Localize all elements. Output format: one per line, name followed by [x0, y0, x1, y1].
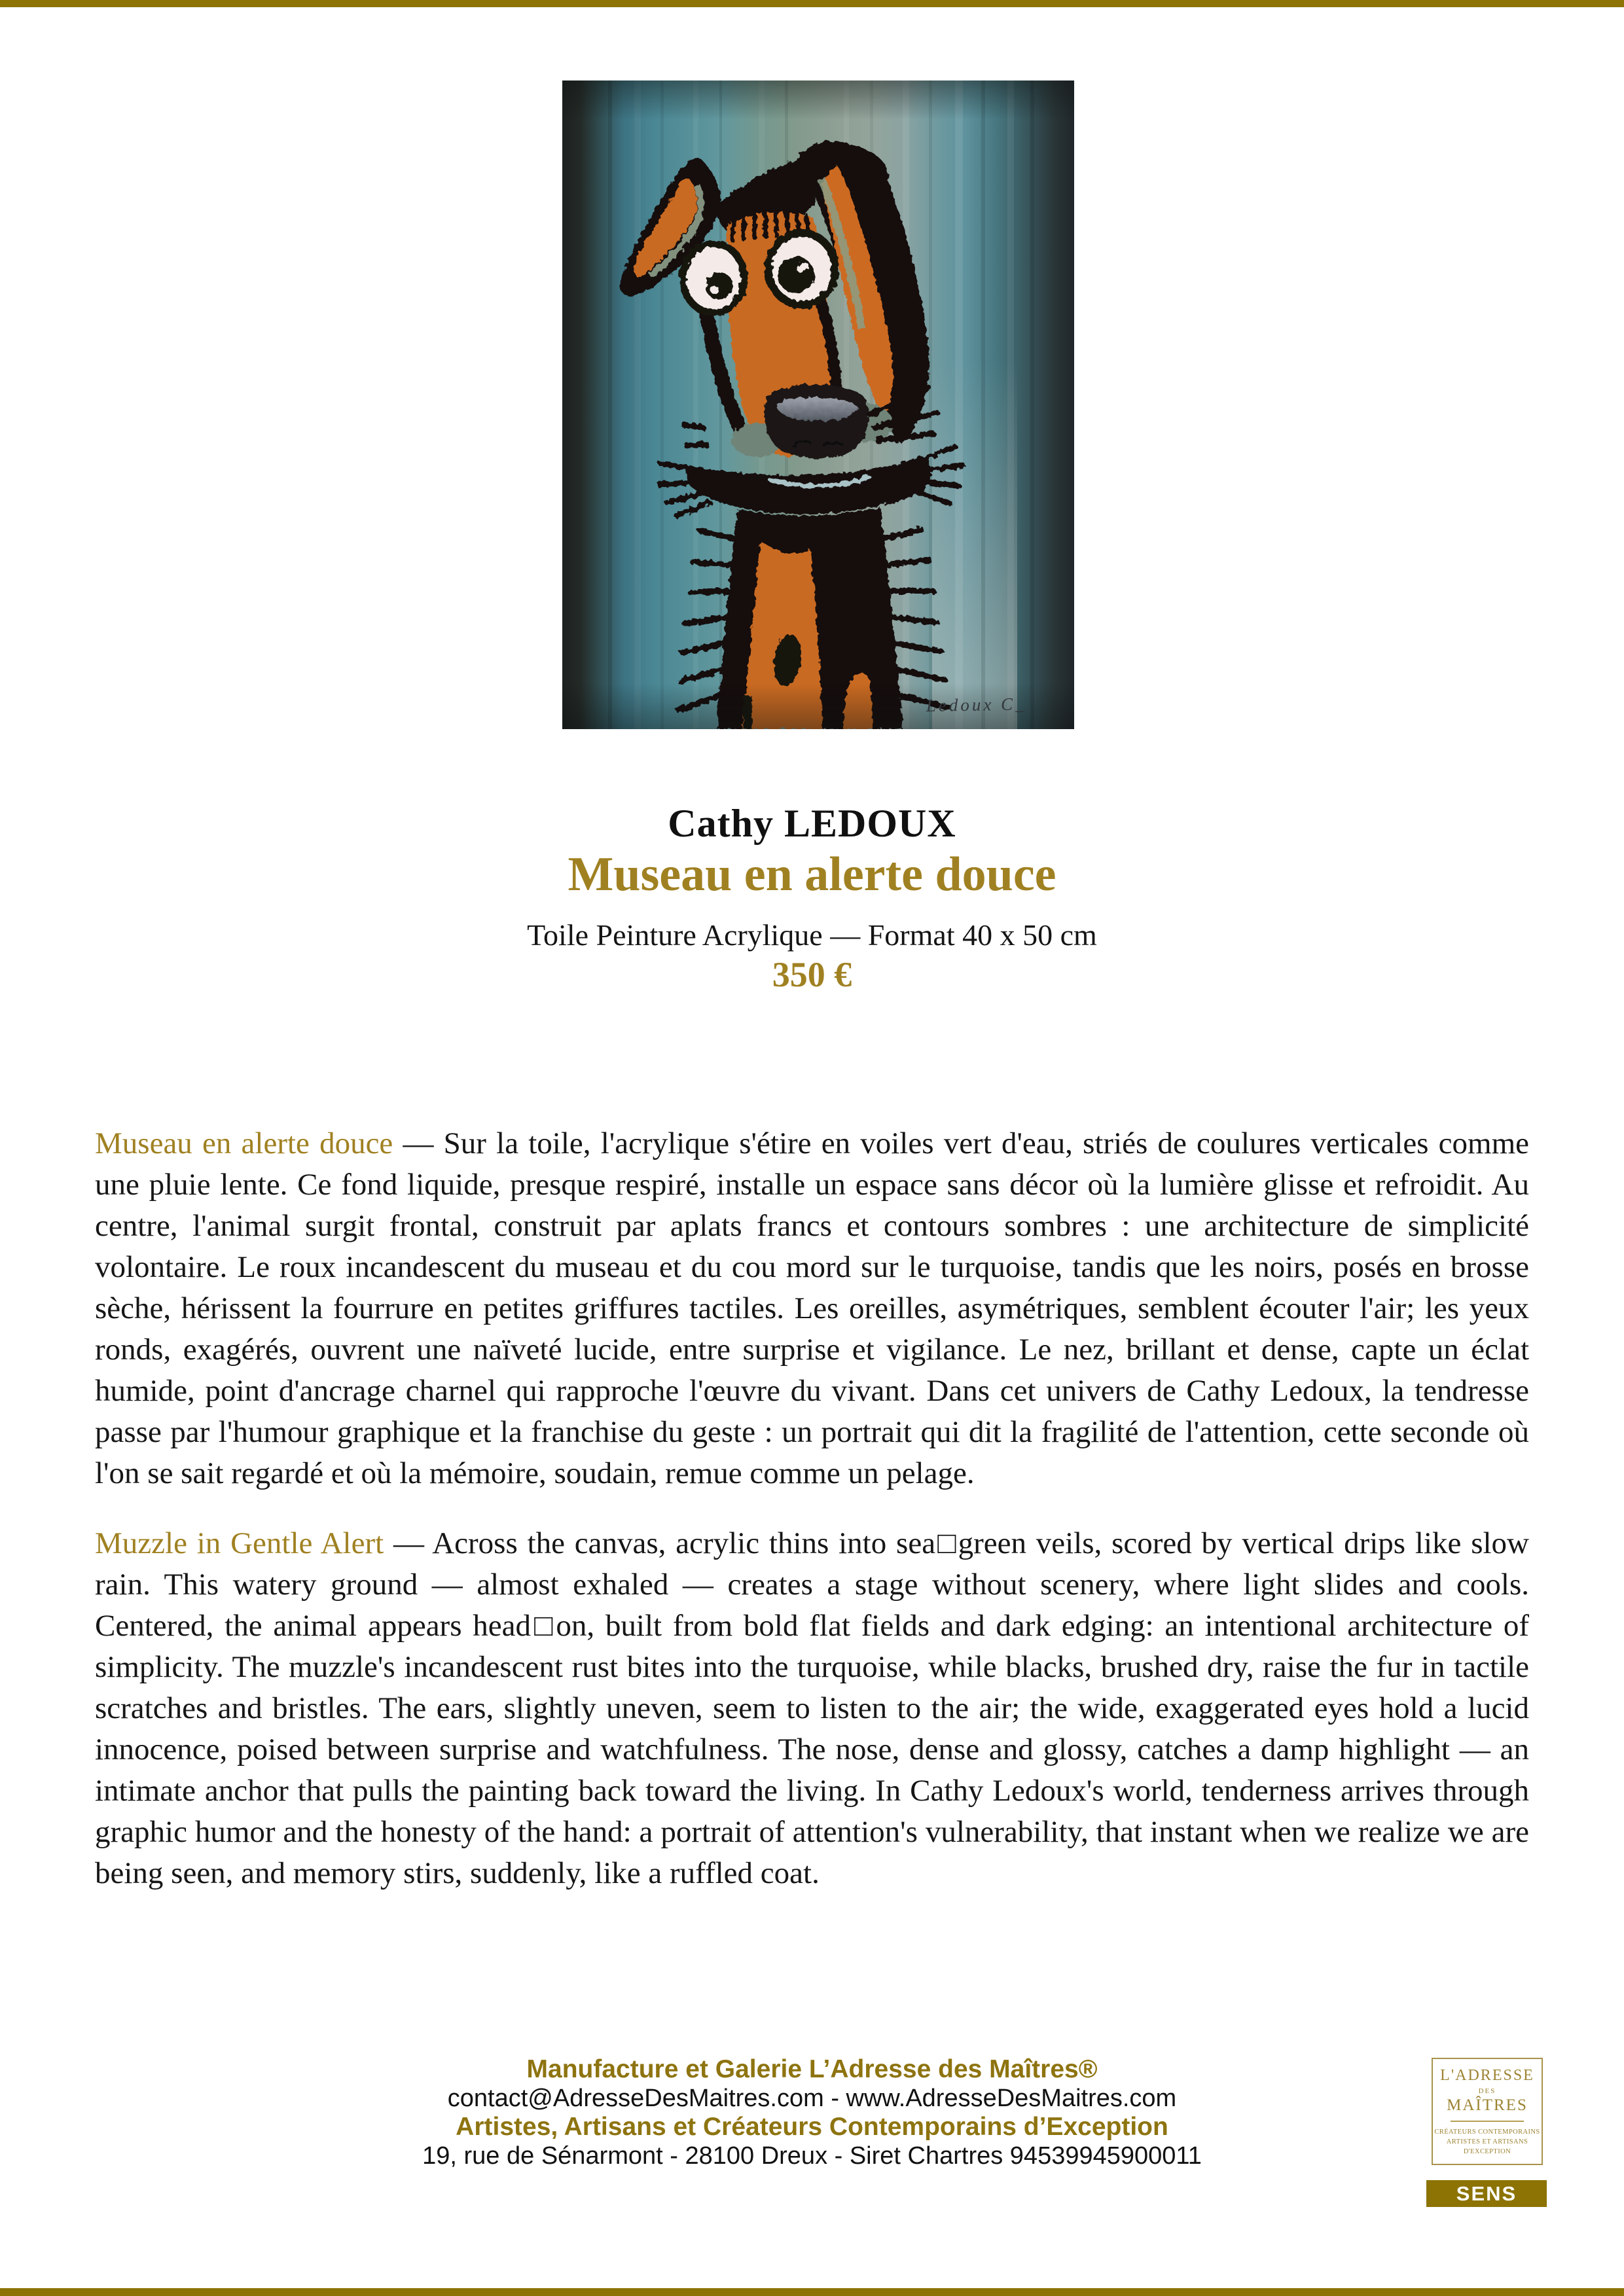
footer-address-siret: 19, rue de Sénarmont - 28100 Dreux - Siret Chartres 94539945900011 [422, 2142, 1202, 2170]
artwork-image [562, 81, 1074, 729]
description-paragraph-en [95, 1523, 1529, 1894]
footer-contact: contact@AdresseDesMaitres.com - www.AdresseDesMaitres.com [447, 2085, 1177, 2112]
logo-name-mid: DES [1478, 2087, 1496, 2095]
logo-tagline-3: D'EXCEPTION [1463, 2148, 1511, 2155]
paragraph-body-fr: — Sur la toile, l'acrylique s'étire en voiles vert d'eau, striés de coulures verticales comme une pluie lente. Ce fond liquide, presque respiré, installe un espace sans décor où la lumière glisse et refroidit. Au centre, l'animal surgit frontal, construit par aplats francs et contours sombres : une architecture de simplicité volontaire. Le roux incandescent du museau et du cou mord sur le turquoise, tandis que les noirs, posés en brosse sèche, hérissent la fourrure en petites griffures tactiles. Les oreilles, asymétriques, semblent écouter l'air; les yeux ronds, exagérés, ouvrent une naïveté lucide, entre surprise et vigilance. Le nez, brillant et dense, capte un éclat humide, point d'ancrage charnel qui rapproche l'œuvre du vivant. Dans cet univers de Cathy Ledoux, la tendresse passe par l'humour graphique et la franchise du geste : un portrait qui dit la fragilité de l'attention, cette seconde où l'on se sait regardé et où la mémoire, soudain, remue comme un pelage. [95, 1126, 1529, 1490]
description-paragraph-fr [95, 1123, 1529, 1494]
paragraph-body-en: — Across the canvas, acrylic thins into sea□green veils, scored by vertical drips like slow rain. This watery ground — almost exhaled — creates a stage without scenery, where light slides and cools. Centered, the animal appears head□on, built from bold flat fields and dark edging: an intentional architecture of simplicity. The muzzle's incandescent rust bites into the turquoise, while blacks, brushed dry, raise the fur in tactile scratches and bristles. The ears, slightly uneven, seem to listen to the air; the wide, exaggerated eyes hold a lucid innocence, poised between surprise and watchfulness. The nose, dense and glossy, catches a damp highlight — an intimate anchor that pulls the painting back toward the living. In Cathy Ledoux's world, tenderness arrives through graphic humor and the honesty of the hand: a portrait of attention's vulnerability, that instant when we realize we are being seen, and memory stirs, suddenly, like a ruffled coat. [95, 1526, 1529, 1890]
painting-vignette [562, 81, 1074, 729]
sens-badge: SENS [1426, 2180, 1547, 2207]
logo-divider [1451, 2121, 1524, 2122]
top-accent-bar [0, 0, 1624, 7]
logo-name-bottom: MAÎTRES [1447, 2096, 1528, 2114]
logo-name-top: L'ADRESSE [1440, 2067, 1534, 2084]
footer [0, 2055, 1624, 2170]
paragraph-lead-en: Muzzle in Gentle Alert [95, 1526, 384, 1560]
logo-tagline-2: ARTISTES ET ARTISANS [1446, 2138, 1528, 2145]
dog-painting-illustration [562, 81, 1074, 729]
gallery-logo [1432, 2058, 1543, 2165]
artwork-medium-format: Toile Peinture Acrylique — Format 40 x 50 cm [527, 918, 1097, 952]
artist-name: Cathy LEDOUX [668, 802, 956, 845]
artwork-title: Museau en alerte douce [568, 848, 1056, 901]
artwork-price: 350 € [772, 955, 852, 994]
footer-gallery-name: Manufacture et Galerie L’Adresse des Maîtres® [526, 2055, 1098, 2083]
footer-tagline: Artistes, Artisans et Créateurs Contemporains d’Exception [456, 2113, 1168, 2141]
logo-tagline-1: CRÉATEURS CONTEMPORAINS [1434, 2128, 1540, 2136]
description-section [95, 1123, 1529, 1923]
bottom-accent-bar [0, 2288, 1624, 2296]
paragraph-lead-fr: Museau en alerte douce [95, 1126, 393, 1160]
